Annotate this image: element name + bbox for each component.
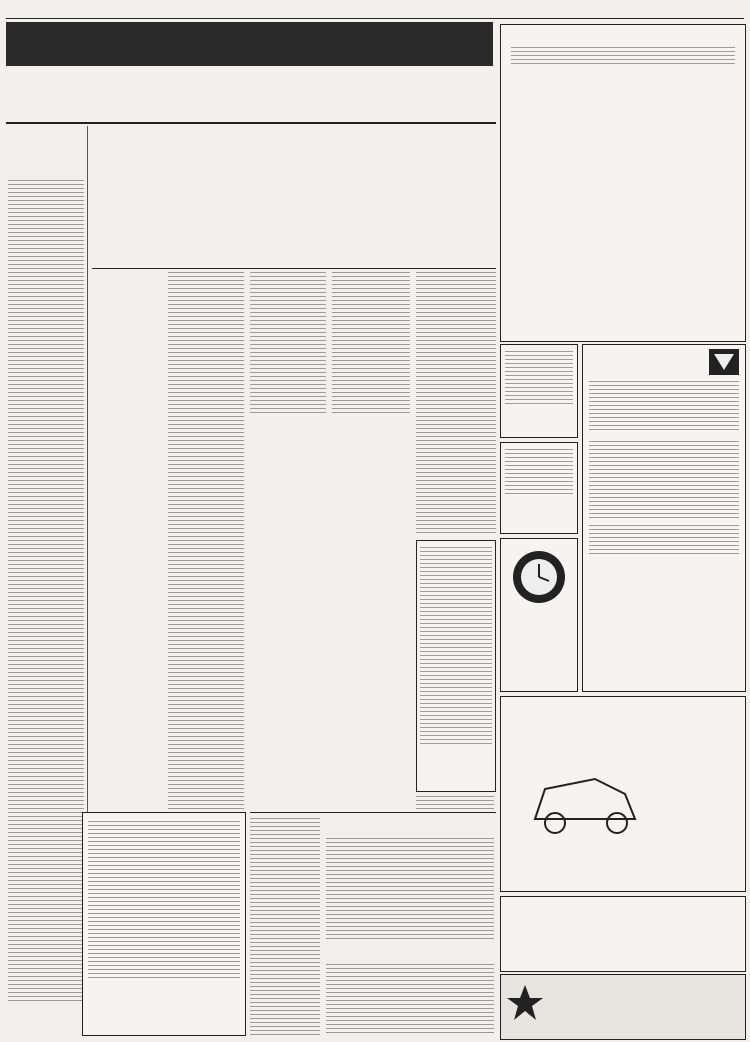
acqui-text-col4 bbox=[416, 272, 496, 534]
main-headline bbox=[6, 72, 496, 122]
saluto-article-text bbox=[8, 180, 84, 1004]
comunicato-text1 bbox=[589, 381, 739, 431]
ad-metano bbox=[500, 696, 746, 892]
orologeria-sub bbox=[501, 614, 577, 618]
ad-autoscuola bbox=[500, 344, 578, 438]
top-rule bbox=[6, 18, 744, 19]
manifestino-box bbox=[82, 812, 246, 1036]
agipgas-intro bbox=[501, 31, 745, 37]
programma-text bbox=[326, 838, 494, 940]
cascina-text bbox=[505, 449, 573, 497]
acqui-text-col3 bbox=[332, 272, 410, 414]
watch-emblem-icon bbox=[504, 546, 574, 608]
programma-side-text bbox=[250, 818, 320, 1036]
comunicato-text2 bbox=[589, 441, 739, 521]
comunicato-text3 bbox=[589, 525, 739, 555]
acqui-text-col1 bbox=[168, 272, 244, 810]
ad-stivale bbox=[500, 896, 746, 972]
ad-orologeria bbox=[500, 538, 578, 692]
autoscuola-title bbox=[501, 345, 577, 348]
ad-agipgas bbox=[500, 24, 746, 342]
ad-negroni bbox=[500, 974, 746, 1040]
ad-comunicato bbox=[582, 344, 746, 692]
caduti-title bbox=[417, 541, 495, 545]
agipgas-gift bbox=[501, 39, 745, 43]
manifestino-headline bbox=[83, 813, 245, 819]
manifestino-text bbox=[88, 821, 240, 981]
caduti-after-text bbox=[416, 796, 494, 810]
orologeria-title bbox=[501, 539, 577, 542]
acqui-text-col2 bbox=[250, 272, 326, 414]
tv-logo-icon bbox=[709, 349, 739, 375]
caduti-text bbox=[420, 547, 492, 747]
section-title bbox=[6, 22, 493, 66]
car-illustration-icon bbox=[525, 759, 645, 849]
masthead bbox=[6, 2, 744, 16]
caduti-box bbox=[416, 540, 496, 792]
star-logo-icon bbox=[505, 983, 545, 1023]
agipgas-fineprint bbox=[511, 47, 735, 65]
autoscuola-text bbox=[505, 351, 573, 405]
programma-rule bbox=[250, 812, 496, 813]
ad-cascina bbox=[500, 442, 578, 534]
acqui-rule bbox=[92, 268, 496, 269]
cascina-title bbox=[501, 443, 577, 446]
headline-rule bbox=[6, 122, 496, 124]
sindaco-text bbox=[326, 964, 494, 1034]
